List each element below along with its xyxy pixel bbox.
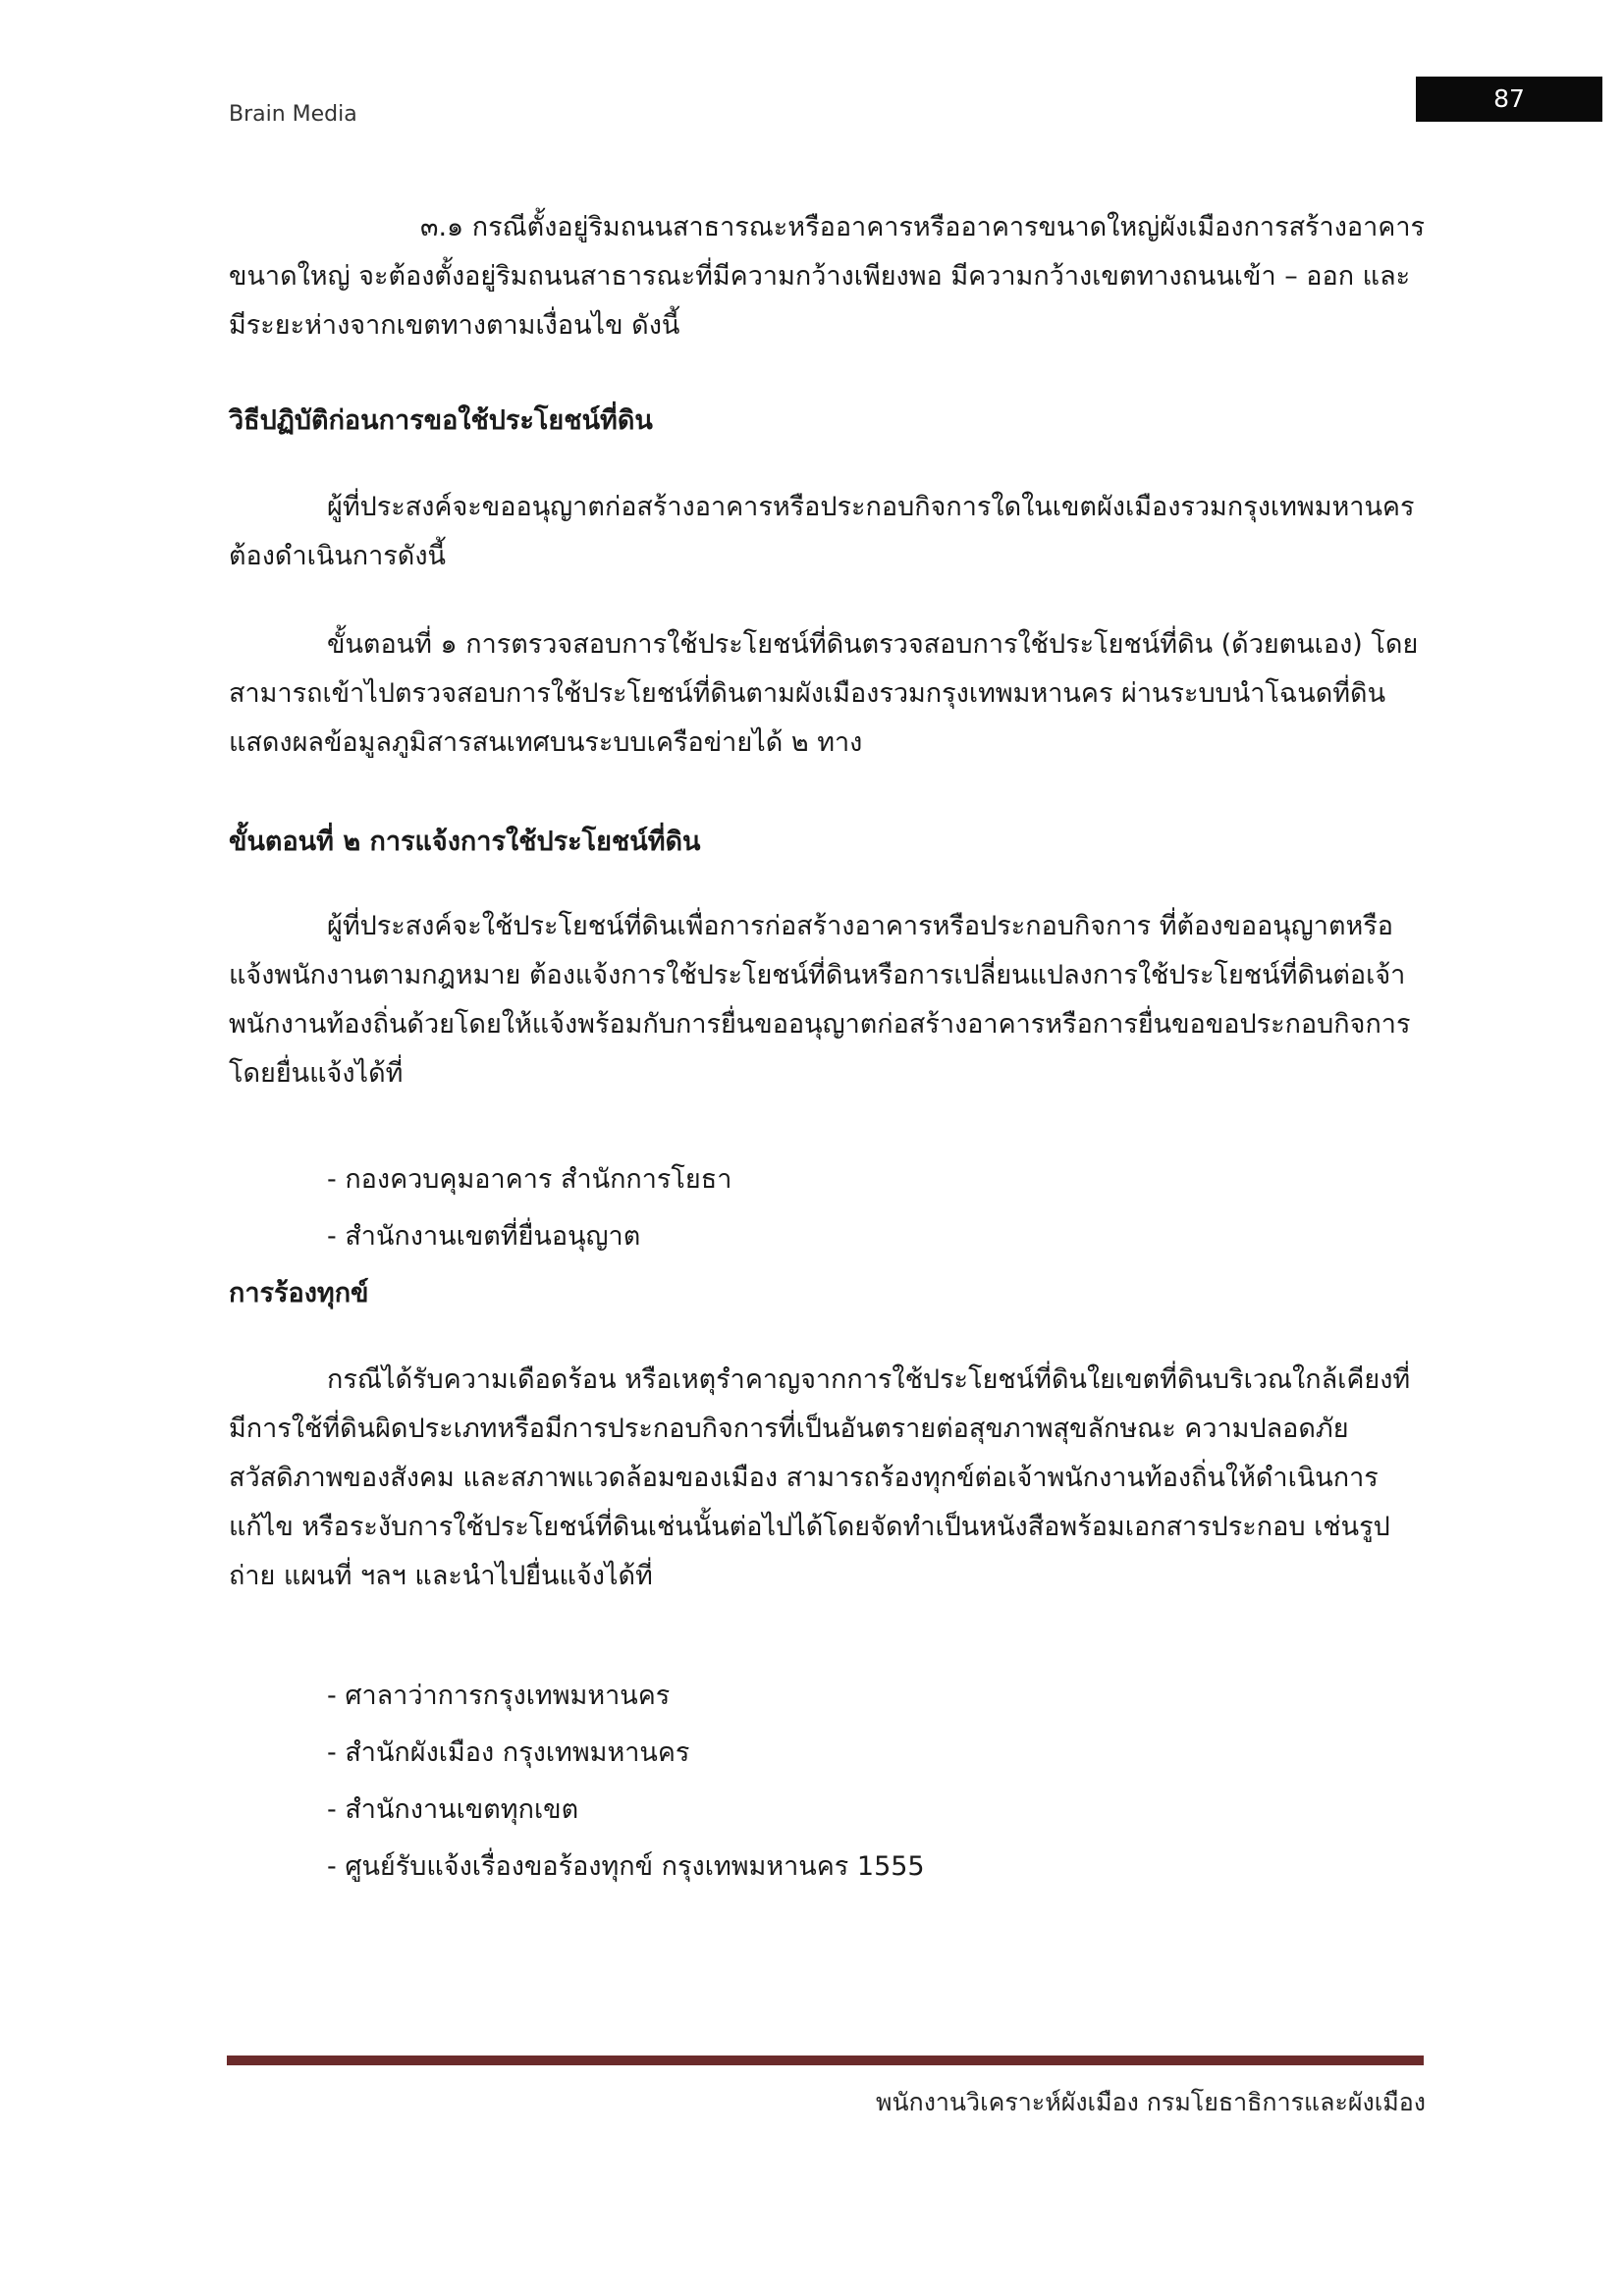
page-number: 87	[1416, 77, 1602, 122]
step2-paragraph: ผู้ที่ประสงค์จะใช้ประโยชน์ที่ดินเพื่อการก่อสร้างอาคารหรือประกอบกิจการ ที่ต้องขออนุญาตหรือแจ้งพนักงานตามกฎหมาย ต้องแจ้งการใช้ประโยชน์ที่ดินหรือการเปลี่ยนแปลงการใช้ประโยชน์ที่ดินต่อเจ้าพนักงานท้องถิ่นด้วยโดยให้แจ้งพร้อมกับการยื่นขออนุญาตก่อสร้างอาคารหรือการยื่นขอขอประกอบกิจการโดยยื่นแจ้งได้ที่	[229, 911, 1411, 1089]
procedure-heading: วิธีปฏิบัติก่อนการขอใช้ประโยชน์ที่ดิน	[229, 405, 653, 436]
step1-paragraph: ขั้นตอนที่ ๑ การตรวจสอบการใช้ประโยชน์ที่ดินตรวจสอบการใช้ประโยชน์ที่ดิน (ด้วยตนเอง) โดยสามารถเข้าไปตรวจสอบการใช้ประโยชน์ที่ดินตามผังเมืองรวมกรุงเทพมหานคร ผ่านระบบนำโฉนดที่ดินแสดงผลข้อมูลภูมิสารสนเทศบนระบบเครือข่ายได้ ๒ ทาง	[229, 629, 1419, 758]
footer-text: พนักงานวิเคราะห์ผังเมือง กรมโยธาธิการและผังเมือง	[875, 2088, 1426, 2116]
list-item: - สำนักงานเขตที่ยื่นอนุญาต	[327, 1221, 641, 1252]
procedure-paragraph: ผู้ที่ประสงค์จะขออนุญาตก่อสร้างอาคารหรือประกอบกิจการใดในเขตผังเมืองรวมกรุงเทพมหานครต้องดำเนินการดังนี้	[229, 492, 1415, 571]
list-item: - สำนักงานเขตทุกเขต	[327, 1794, 579, 1825]
list-item: - สำนักผังเมือง กรุงเทพมหานคร	[327, 1737, 690, 1768]
complaint-location-list	[327, 1668, 925, 1896]
list-item: - ศาลาว่าการกรุงเทพมหานคร	[327, 1681, 671, 1711]
list-item: - กองควบคุมอาคาร สำนักการโยธา	[327, 1164, 732, 1195]
submit-location-list	[327, 1151, 731, 1265]
brand-name: Brain Media	[229, 102, 357, 127]
footer-rule	[227, 2056, 1424, 2065]
complaint-heading: การร้องทุกข์	[229, 1278, 369, 1308]
complaint-paragraph: กรณีได้รับความเดือดร้อน หรือเหตุรำคาญจากการใช้ประโยชน์ที่ดินใยเขตที่ดินบริเวณใกล้เคียงที่มีการใช้ที่ดินผิดประเภทหรือมีการประกอบกิจการที่เป็นอันตรายต่อสุขภาพสุขลักษณะ ความปลอดภัยสวัสดิภาพของสังคม และสภาพแวดล้อมของเมือง สามารถร้องทุกข์ต่อเจ้าพนักงานท้องถิ่นให้ดำเนินการแก้ไข หรือระงับการใช้ประโยชน์ที่ดินเช่นนั้นต่อไปได้โดยจัดทำเป็นหนังสือพร้อมเอกสารประกอบ เช่นรูปถ่าย แผนที่ ฯลฯ และนำไปยื่นแจ้งได้ที่	[229, 1364, 1411, 1591]
step2-heading: ขั้นตอนที่ ๒ การแจ้งการใช้ประโยชน์ที่ดิน	[229, 827, 701, 857]
intro-paragraph: ๓.๑ กรณีตั้งอยู่ริมถนนสาธารณะหรืออาคารหรืออาคารขนาดใหญ่ผังเมืองการสร้างอาคารขนาดใหญ่ จะต้องตั้งอยู่ริมถนนสาธารณะที่มีความกว้างเพียงพอ มีความกว้างเขตทางถนนเข้า – ออก และมีระยะห่างจากเขตทางตามเงื่อนไข ดังนี้	[229, 212, 1426, 341]
list-item: - ศูนย์รับแจ้งเรื่องขอร้องทุกข์ กรุงเทพมหานคร 1555	[327, 1851, 925, 1882]
